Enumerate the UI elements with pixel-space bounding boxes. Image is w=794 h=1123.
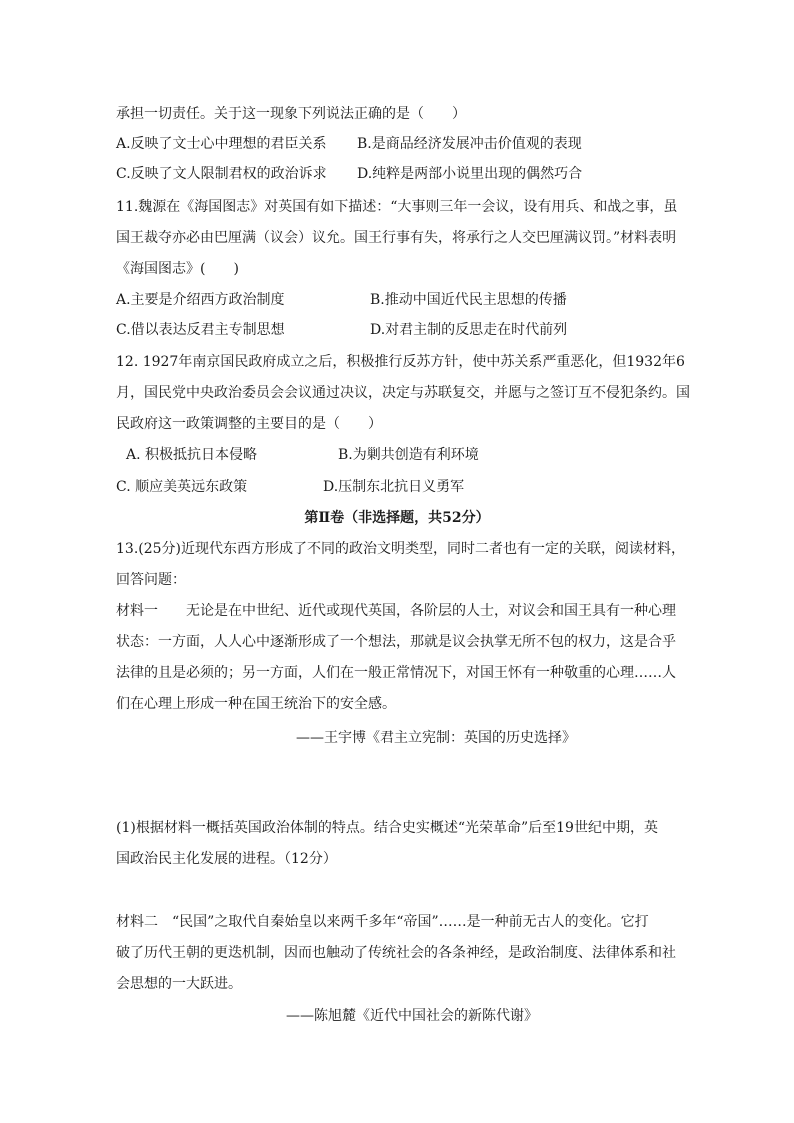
material2-line-1: 材料二 “民国”之取代自秦始皇以来两千多年“帝国”……是一种前无古人的变化。它打 <box>116 914 649 930</box>
material1-source: ——王宇博《君主立宪制：英国的历史选择》 <box>296 730 576 746</box>
sub-question-1-line-1: (1)根据材料一概括英国政治体制的特点。结合史实概述“光荣革命”后至19世纪中期，英 <box>116 820 658 836</box>
q12-option-b: B.为剿共创造有利环境 <box>338 447 479 463</box>
material1-line-1: 材料一 无论是在中世纪、近代或现代英国，各阶层的人士，对议会和国王具有一种心理 <box>116 603 676 619</box>
material1-line-3: 法律的且是必须的；另一方面，人们在一般正常情况下，对国王怀有一种敬重的心理……人 <box>116 665 676 681</box>
q11-option-b: B.推动中国近代民主思想的传播 <box>370 292 567 308</box>
section-title: 第Ⅱ卷（非选择题，共52分） <box>304 510 490 526</box>
material2-line-3: 会思想的一大跃进。 <box>116 976 242 992</box>
material2-line-2: 破了历代王朝的更迭机制，因而也触动了传统社会的各条神经，是政治制度、法律体系和社 <box>116 945 676 961</box>
material2-source: ——陈旭麓《近代中国社会的新陈代谢》 <box>286 1008 538 1024</box>
q11-stem-line-1: 11.魏源在《海国图志》对英国有如下描述：“大事则三年一会议，设有用兵、和战之事，虽 <box>116 199 678 215</box>
q12-stem-line-1: 12. 1927年南京国民政府成立之后，积极推行反苏方针，使中苏关系严重恶化，但1932年6 <box>116 354 685 370</box>
q11-option-d: D.对君主制的反思走在时代前列 <box>370 322 568 338</box>
q13-stem-line-2: 回答问题： <box>116 572 186 588</box>
q10-option-d: D.纯粹是两部小说里出现的偶然巧合 <box>357 166 583 182</box>
q12-stem-line-3: 民政府这一政策调整的主要目的是（ ） <box>116 416 382 432</box>
material1-line-2: 状态：一方面，人人心中逐渐形成了一个想法，那就是议会执掌无所不包的权力，这是合乎 <box>116 634 676 650</box>
q11-stem-line-2: 国王裁夺亦必由巴厘满（议会）议允。国王行事有失，将承行之人交巴厘满议罚。”材料表明 <box>116 230 677 246</box>
q12-option-a: A. 积极抵抗日本侵略 <box>126 447 258 463</box>
q10-stem: 承担一切责任。关于这一现象下列说法正确的是（ ） <box>116 106 466 122</box>
q10-option-c: C.反映了文人限制君权的政治诉求 <box>116 166 327 182</box>
q10-option-b: B.是商品经济发展冲击价值观的表现 <box>357 136 582 152</box>
q12-option-d: D.压制东北抗日义勇军 <box>323 479 465 495</box>
sub-question-1-line-2: 国政治民主化发展的进程。（12分） <box>116 851 337 867</box>
q12-stem-line-2: 月，国民党中央政治委员会会议通过决议，决定与苏联复交，并愿与之签订互不侵犯条约。国 <box>116 385 690 401</box>
q11-option-a: A.主要是介绍西方政治制度 <box>116 292 285 308</box>
q10-option-a: A.反映了文士心中理想的君臣关系 <box>116 136 327 152</box>
q11-option-c: C.借以表达反君主专制思想 <box>116 322 285 338</box>
q11-stem-line-3: 《海国图志》( ) <box>116 261 239 277</box>
q13-stem-line-1: 13.(25分)近现代东西方形成了不同的政治文明类型，同时二者也有一定的关联，阅读材料， <box>116 541 686 557</box>
q12-option-c: C. 顺应美英远东政策 <box>116 479 248 495</box>
material1-line-4: 们在心理上形成一种在国王统治下的安全感。 <box>116 696 396 712</box>
